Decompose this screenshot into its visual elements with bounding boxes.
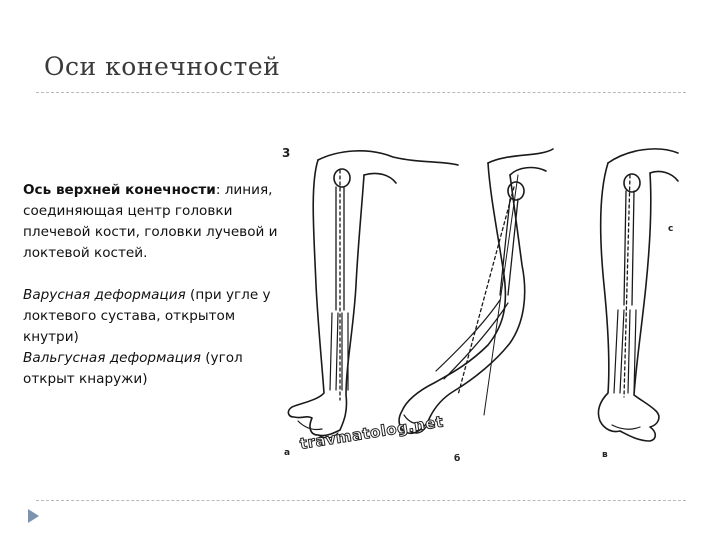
footer-divider: [36, 500, 686, 501]
axis-description: : линия, соединяющая центр головки плечевой кости, головки лучевой и локтевой костей.: [23, 182, 278, 261]
panel-label-a: а: [284, 448, 291, 458]
axis-term: Ось верхней конечности: [23, 182, 216, 198]
slide-title: Оси конечностей: [44, 52, 281, 81]
varus-term: Варусная деформация: [23, 287, 186, 303]
axis-definition: [23, 180, 285, 264]
side-label-c: с: [668, 224, 674, 234]
panel-label-b: б: [454, 454, 461, 464]
varus-description: (при угле у локтевого сустава, открытом кнутри): [23, 287, 271, 345]
arm-axes-illustration: [278, 135, 696, 470]
valgus-term: Вальгусная деформация: [23, 350, 201, 366]
content-text: [23, 180, 285, 390]
varus-definition: [23, 285, 285, 348]
figure-number-label: 3: [282, 146, 291, 160]
arm-panel-c: [598, 149, 678, 460]
valgus-description: (угол открыт кнаружи): [23, 350, 243, 387]
valgus-definition: [23, 348, 285, 390]
title-divider: [36, 92, 686, 93]
panel-label-c: в: [602, 450, 608, 460]
slide-bullet-icon: [28, 509, 39, 523]
watermark: travmatolog.net: [298, 412, 445, 453]
